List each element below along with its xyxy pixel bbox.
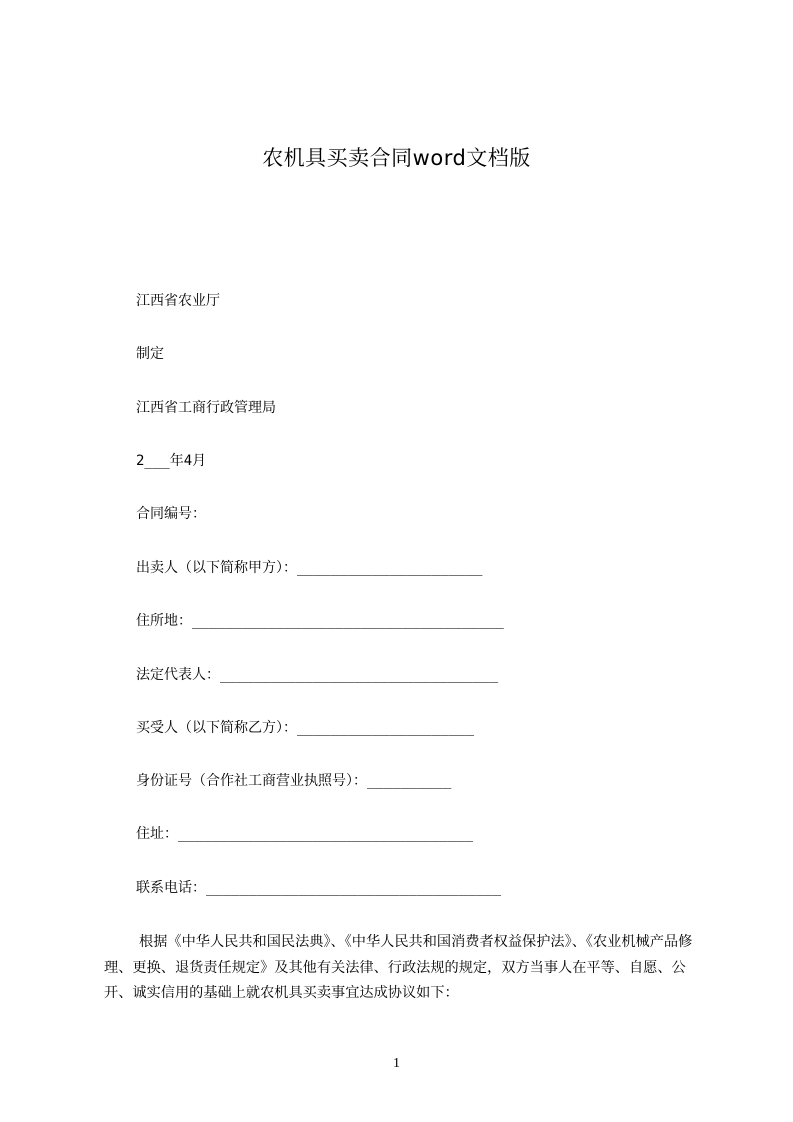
preamble-paragraph: 根据《中华人民共和国民法典》、《中华人民共和国消费者权益保护法》、《农业机械产品修理、更换、退货责任规定》及其他有关法律、行政法规的规定，双方当事人在平等、自愿、公开、诚实信用的基础上就农机具买卖事宜达成协议如下： — [104, 934, 693, 1001]
made-by-line: 制定 — [136, 346, 164, 362]
phone-line: 联系电话：___________________________________ — [136, 880, 502, 896]
legal-representative-line: 法定代表人：_________________________________ — [136, 667, 499, 683]
bureau-line: 江西省工商行政管理局 — [136, 400, 276, 416]
document-title: 农机具买卖合同word文档版 — [262, 146, 531, 170]
page-number: 1 — [393, 1056, 400, 1071]
seller-line: 出卖人（以下简称甲方）：______________________ — [136, 560, 483, 576]
contract-number-line: 合同编号： — [136, 506, 206, 522]
buyer-address-line: 住址：___________________________________ — [136, 826, 474, 842]
date-line: 2___年4月 — [136, 453, 207, 469]
buyer-line: 买受人（以下简称乙方）：_____________________ — [136, 720, 475, 736]
issuer-line: 江西省农业厅 — [136, 293, 220, 309]
id-number-line: 身份证号（合作社工商营业执照号）：__________ — [136, 773, 452, 789]
seller-address-line: 住所地：_____________________________________ — [136, 613, 504, 629]
